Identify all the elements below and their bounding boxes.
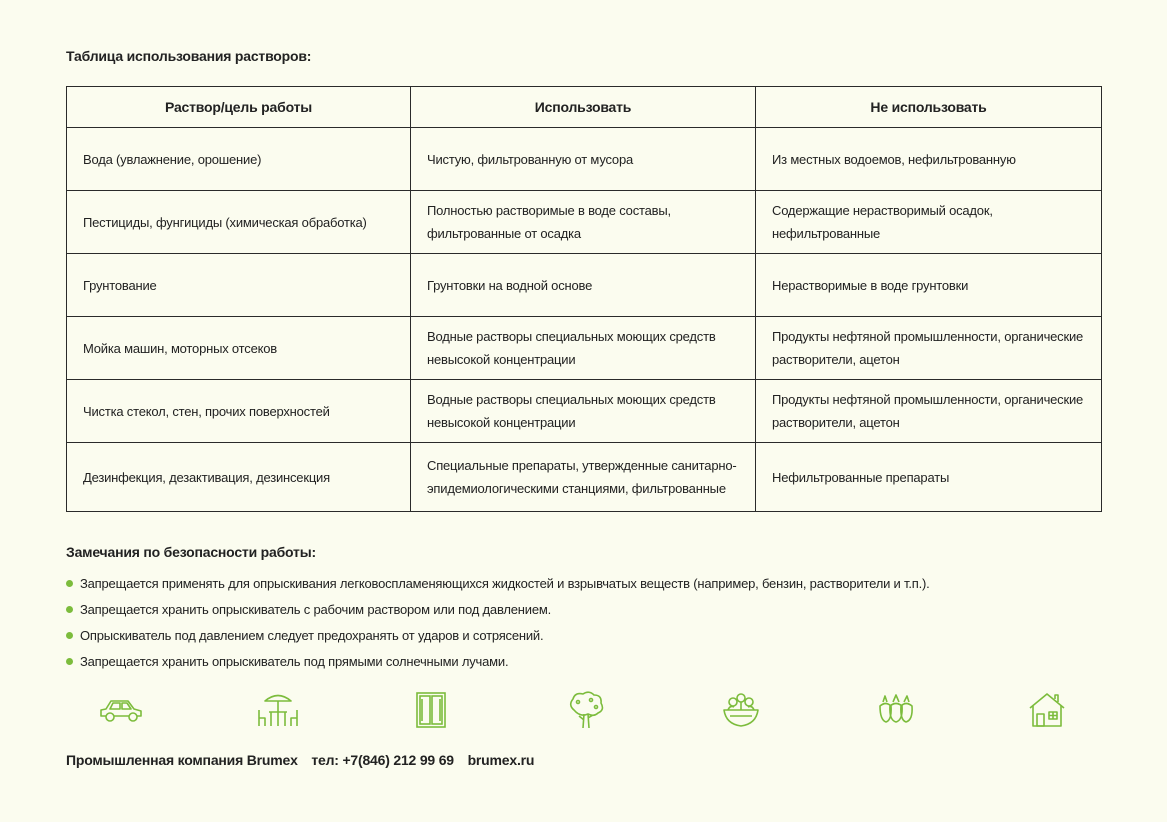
patio-table-icon: [253, 690, 303, 730]
table-cell: Вода (увлажнение, орошение): [67, 128, 411, 191]
table-cell: Полностью растворимые в воде составы, фильтрованные от осадка: [411, 191, 756, 254]
table-cell: Грунтование: [67, 254, 411, 317]
usage-table: [66, 86, 1102, 512]
list-item: Опрыскиватель под давлением следует предохранять от ударов и сотрясений.: [66, 624, 930, 650]
house-icon: [1022, 690, 1072, 730]
table-cell: Грунтовки на водной основе: [411, 254, 756, 317]
table-row: [67, 128, 1102, 191]
table-cell: Продукты нефтяной промышленности, органические растворители, ацетон: [756, 317, 1102, 380]
car-icon: [96, 690, 146, 730]
table-cell: Нерастворимые в воде грунтовки: [756, 254, 1102, 317]
company-name: Промышленная компания Brumex: [66, 752, 298, 768]
table-cell: Содержащие нерастворимый осадок, нефильтрованные: [756, 191, 1102, 254]
table-cell: Водные растворы специальных моющих средств невысокой концентрации: [411, 317, 756, 380]
company-phone: тел: +7(846) 212 99 69: [311, 752, 454, 768]
flower-pot-icon: [716, 690, 766, 730]
door-icon: [406, 690, 456, 730]
column-header-do-not-use: Не использовать: [756, 87, 1102, 128]
table-header-row: [67, 87, 1102, 128]
safety-notes-title: Замечания по безопасности работы:: [66, 544, 316, 560]
table-cell: Чистка стекол, стен, прочих поверхностей: [67, 380, 411, 443]
table-row: [67, 380, 1102, 443]
column-header-solution: Раствор/цель работы: [67, 87, 411, 128]
table-cell: Из местных водоемов, нефильтрованную: [756, 128, 1102, 191]
table-row: [67, 317, 1102, 380]
table-row: [67, 443, 1102, 512]
table-cell: Пестициды, фунгициды (химическая обработка): [67, 191, 411, 254]
table-cell: Мойка машин, моторных отсеков: [67, 317, 411, 380]
usage-icons-row: [96, 690, 1076, 732]
table-cell: Специальные препараты, утвержденные санитарно-эпидемиологическими станциями, фильтрованные: [411, 443, 756, 512]
table-cell: Чистую, фильтрованную от мусора: [411, 128, 756, 191]
list-item: Запрещается хранить опрыскиватель под прямыми солнечными лучами.: [66, 650, 930, 676]
column-header-use: Использовать: [411, 87, 756, 128]
safety-notes-list: [66, 572, 930, 676]
table-title: Таблица использования растворов:: [66, 48, 312, 64]
list-item: Запрещается применять для опрыскивания легковоспламеняющихся жидкостей и взрывчатых веществ (например, бензин, растворители и т.п.).: [66, 572, 930, 598]
table-row: [67, 254, 1102, 317]
table-cell: Нефильтрованные препараты: [756, 443, 1102, 512]
footer-contacts: [66, 752, 544, 768]
table-cell: Дезинфекция, дезактивация, дезинсекция: [67, 443, 411, 512]
vegetables-icon: [871, 690, 921, 730]
table-row: [67, 191, 1102, 254]
company-website[interactable]: brumex.ru: [467, 752, 535, 768]
table-cell: Продукты нефтяной промышленности, органические растворители, ацетон: [756, 380, 1102, 443]
tree-icon: [561, 690, 611, 730]
table-cell: Водные растворы специальных моющих средств невысокой концентрации: [411, 380, 756, 443]
list-item: Запрещается хранить опрыскиватель с рабочим раствором или под давлением.: [66, 598, 930, 624]
